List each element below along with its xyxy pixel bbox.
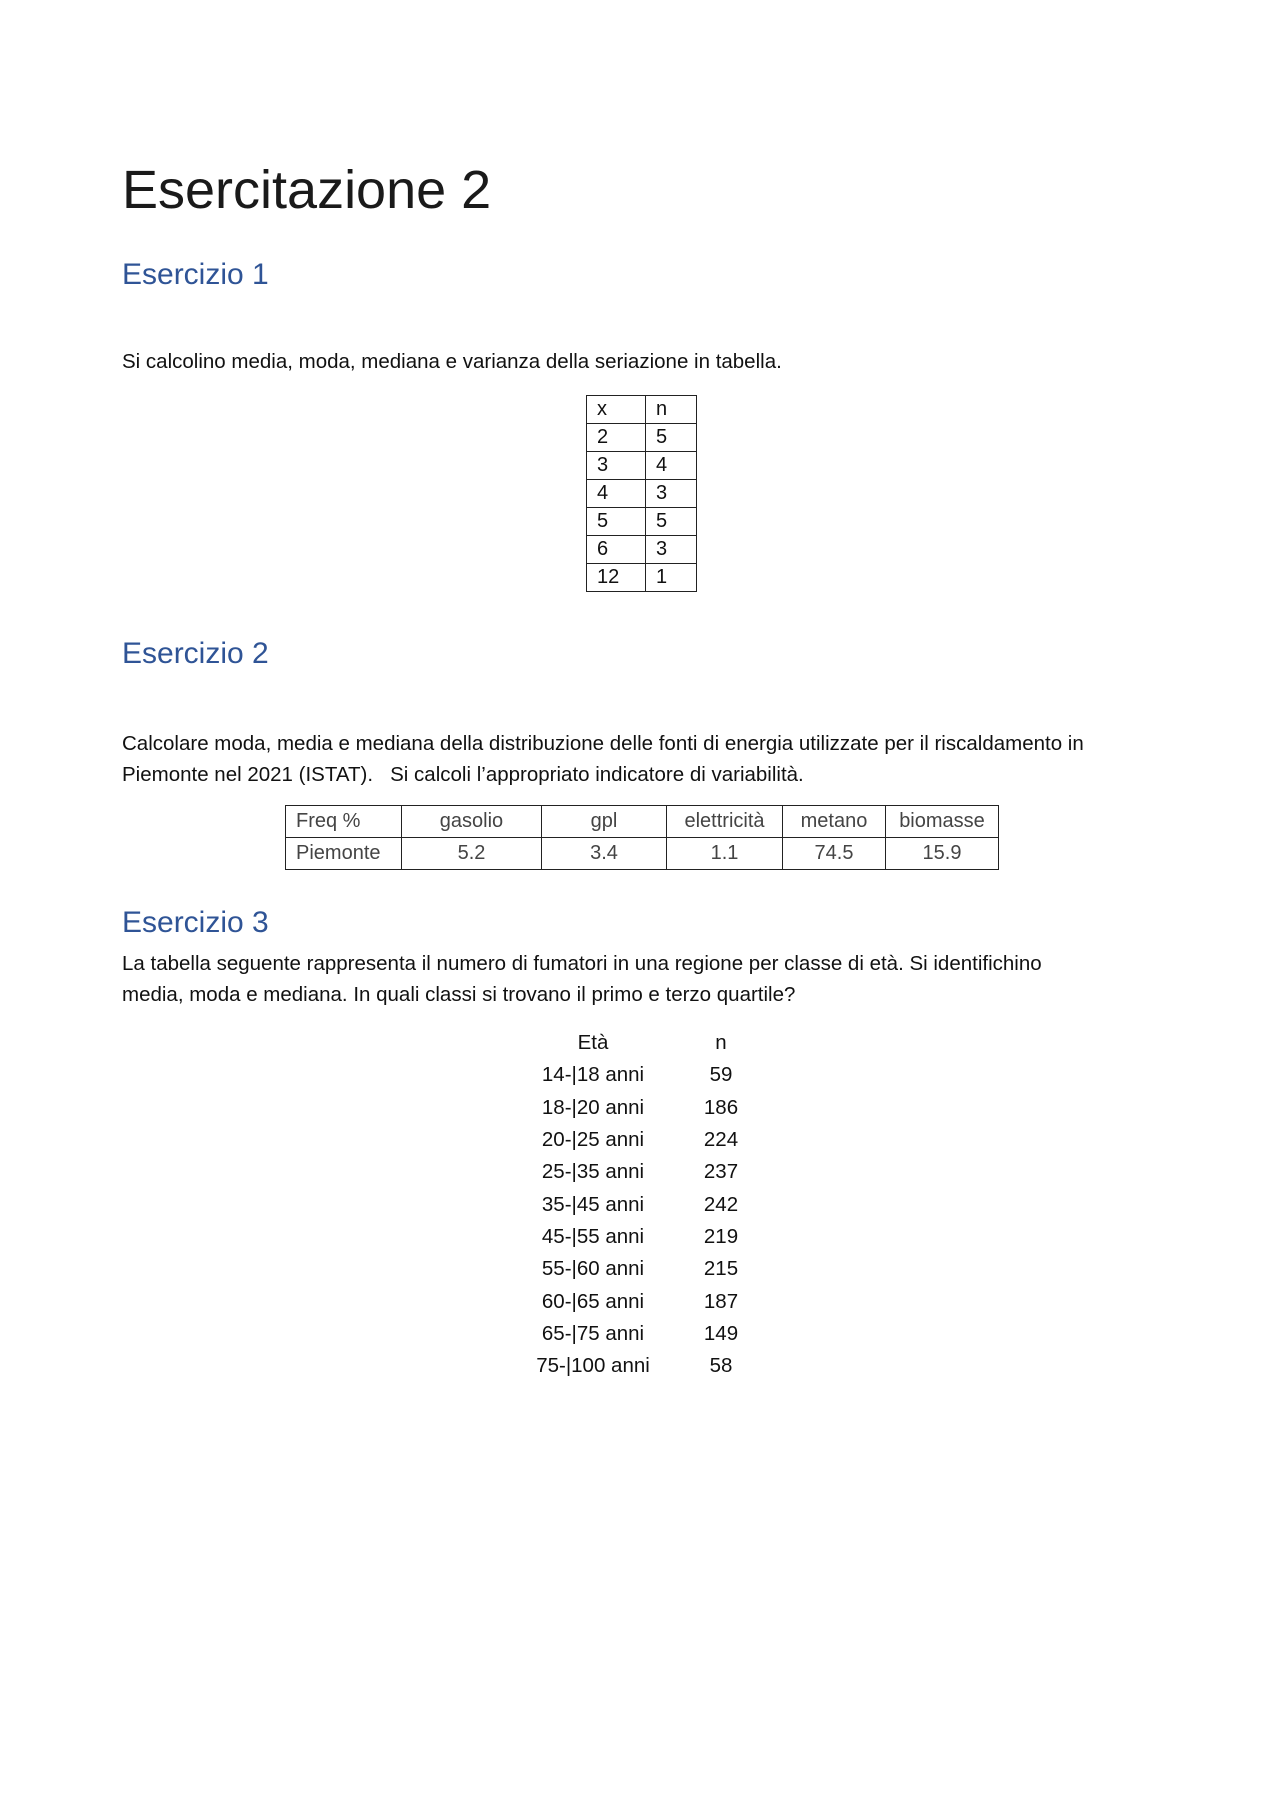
header-freq: Freq %: [286, 806, 402, 838]
cell-count: 237: [703, 1160, 739, 1184]
cell-x: 2: [587, 424, 646, 452]
table-row: [587, 536, 697, 564]
table-row: [520, 1285, 776, 1317]
table-row: [520, 1350, 776, 1382]
header-gpl: gpl: [542, 806, 667, 838]
cell-n: 5: [646, 424, 697, 452]
table-row: [520, 1318, 776, 1350]
cell-age-class: 75-|100 anni: [536, 1354, 650, 1378]
cell-age-class: 18-|20 anni: [541, 1095, 645, 1119]
cell-x: 4: [587, 480, 646, 508]
exercise-1-heading: Esercizio 1: [122, 258, 269, 291]
table-row: [520, 1059, 776, 1091]
cell-n: 3: [646, 480, 697, 508]
header-elettricita: elettricità: [667, 806, 783, 838]
table-header-row: [286, 806, 999, 838]
exercise-3-text-line-1: La tabella seguente rappresenta il numero di fumatori in una regione per classe di età. Si identifichino: [122, 952, 1042, 975]
cell-biomasse: 15.9: [886, 838, 999, 870]
table-row: [520, 1253, 776, 1285]
smokers-by-age-table: [520, 1027, 776, 1382]
header-eta: Età: [577, 1031, 609, 1055]
cell-n: 3: [646, 536, 697, 564]
cell-age-class: 20-|25 anni: [541, 1128, 645, 1152]
cell-age-class: 14-|18 anni: [541, 1063, 645, 1087]
table-row: [587, 452, 697, 480]
exercise-3-heading: Esercizio 3: [122, 906, 269, 939]
exercise-2-text-line-2: Piemonte nel 2021 (ISTAT). Si calcoli l’appropriato indicatore di variabilità.: [122, 763, 804, 786]
cell-n: 1: [646, 564, 697, 592]
header-biomasse: biomasse: [886, 806, 999, 838]
cell-count: 219: [703, 1224, 739, 1248]
exercise-3-text-line-2: media, moda e mediana. In quali classi si trovano il primo e terzo quartile?: [122, 983, 796, 1006]
cell-count: 186: [703, 1095, 739, 1119]
energy-sources-table: [285, 805, 999, 870]
cell-x: 12: [587, 564, 646, 592]
cell-age-class: 65-|75 anni: [541, 1321, 645, 1345]
table-row: [286, 838, 999, 870]
table-row: [587, 480, 697, 508]
table-row: [520, 1124, 776, 1156]
cell-n: 4: [646, 452, 697, 480]
table-row: [520, 1188, 776, 1220]
cell-metano: 74.5: [783, 838, 886, 870]
cell-count: 149: [703, 1321, 739, 1345]
table-row: [587, 424, 697, 452]
cell-count: 242: [703, 1192, 739, 1216]
table-row: [587, 564, 697, 592]
cell-region: Piemonte: [286, 838, 402, 870]
header-x: x: [587, 396, 646, 424]
table-row: [520, 1156, 776, 1188]
table-header-row: [520, 1027, 776, 1059]
table-row: [520, 1221, 776, 1253]
cell-gpl: 3.4: [542, 838, 667, 870]
cell-x: 5: [587, 508, 646, 536]
cell-count: 224: [703, 1128, 739, 1152]
exercise-1-text: Si calcolino media, moda, mediana e varianza della seriazione in tabella.: [122, 350, 782, 373]
cell-count: 215: [703, 1257, 739, 1281]
cell-count: 58: [709, 1354, 733, 1378]
cell-age-class: 45-|55 anni: [541, 1224, 645, 1248]
exercise-2-text-line-1: Calcolare moda, media e mediana della distribuzione delle fonti di energia utilizzate per il riscaldamento in: [122, 732, 1084, 755]
cell-age-class: 25-|35 anni: [541, 1160, 645, 1184]
cell-x: 6: [587, 536, 646, 564]
page-title: Esercitazione 2: [122, 160, 492, 220]
cell-age-class: 60-|65 anni: [541, 1289, 645, 1313]
table-header-row: [587, 396, 697, 424]
cell-gasolio: 5.2: [402, 838, 542, 870]
cell-count: 187: [703, 1289, 739, 1313]
header-gasolio: gasolio: [402, 806, 542, 838]
cell-count: 59: [709, 1063, 733, 1087]
cell-age-class: 35-|45 anni: [541, 1192, 645, 1216]
cell-age-class: 55-|60 anni: [541, 1257, 645, 1281]
cell-n: 5: [646, 508, 697, 536]
frequency-table: [586, 395, 697, 592]
cell-x: 3: [587, 452, 646, 480]
exercise-2-heading: Esercizio 2: [122, 637, 269, 670]
table-row: [587, 508, 697, 536]
header-metano: metano: [783, 806, 886, 838]
header-n: n: [646, 396, 697, 424]
header-n: n: [715, 1031, 727, 1055]
table-row: [520, 1092, 776, 1124]
cell-elettricita: 1.1: [667, 838, 783, 870]
